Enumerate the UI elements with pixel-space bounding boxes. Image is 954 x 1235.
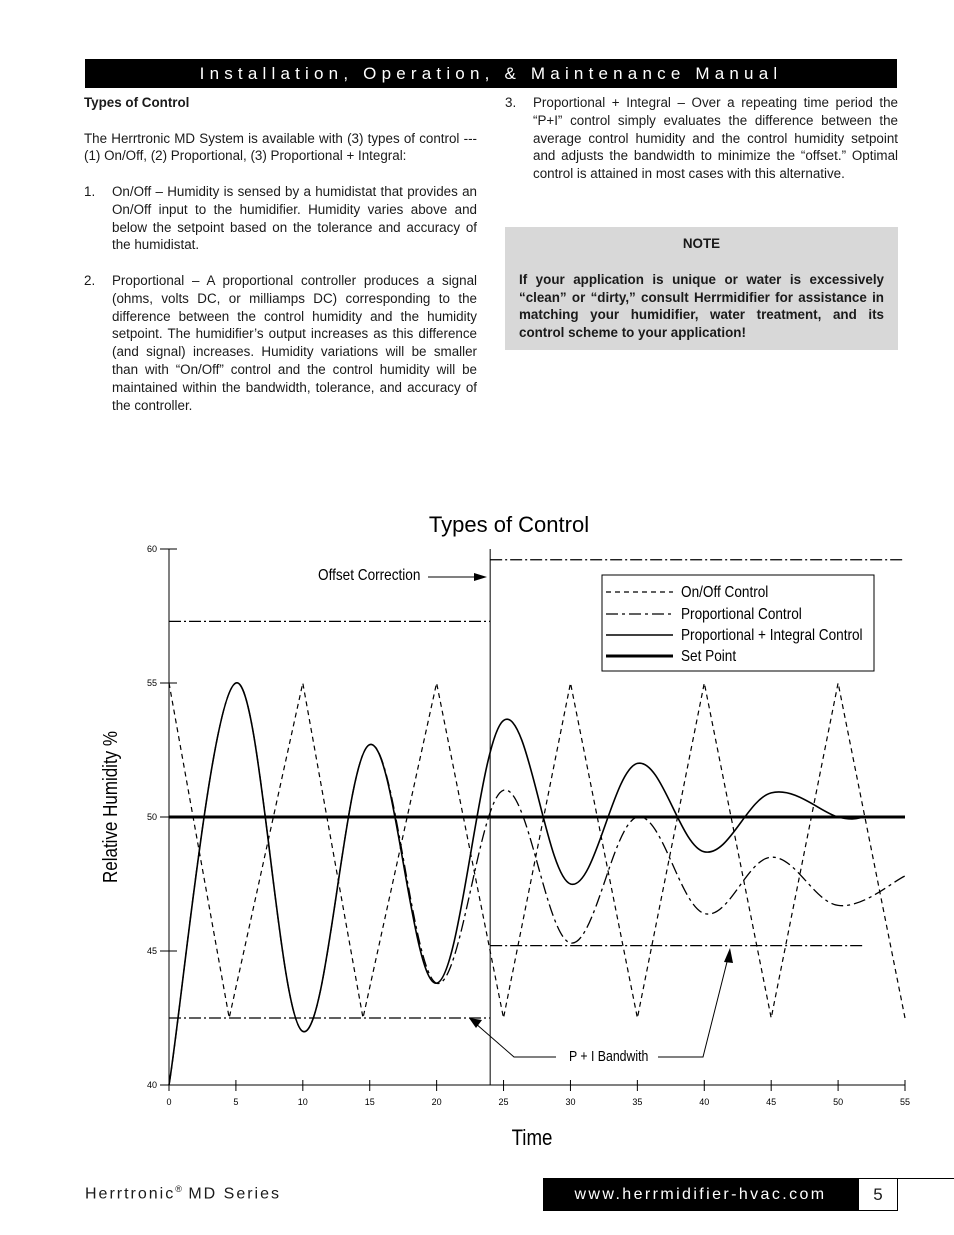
note-box	[505, 227, 898, 350]
x-tick-label: 45	[766, 1097, 777, 1107]
y-tick-label: 60	[146, 544, 157, 554]
list-number: 3.	[505, 95, 517, 110]
list-text: Proportional + Integral – Over a repeating time period the “P+I” control simply evaluates the difference between the average control humidity and the control humidity setpoint and adjusts the bandwidth to minimize the “offset.” Optimal control is attained in most cases with this alternative.	[533, 95, 898, 182]
footer-series-suffix: MD Series	[181, 1185, 281, 1203]
note-title: NOTE	[682, 236, 721, 251]
series-line-1	[169, 683, 905, 1018]
footer-series	[85, 1184, 281, 1203]
footer-website-bar	[543, 1178, 858, 1211]
section-heading: Types of Control	[84, 95, 190, 110]
legend-label: Proportional Control	[681, 606, 802, 624]
chart-title: Types of Control	[428, 512, 590, 537]
page-number: 5	[873, 1185, 883, 1204]
manual-title: Installation, Operation, & Maintenance Manual	[199, 64, 783, 83]
y-tick-label: 45	[146, 946, 157, 956]
list-text: On/Off – Humidity is sensed by a humidistat that provides an On/Off input to the humidifier. Humidity varies above and below the setpoint based on the tolerance and accuracy of the humidistat.	[112, 183, 477, 253]
pi-arrow-right-head	[724, 948, 733, 963]
intro-paragraph: The Herrtronic MD System is available with (3) types of control ---(1) On/Off, (2) Proportional, (3) Proportional + Integral:	[84, 130, 477, 164]
list-number: 1.	[84, 183, 96, 199]
offset-correction-label: Offset Correction	[318, 567, 421, 585]
pi-arrow-left-head	[469, 1018, 482, 1028]
x-tick-label: 15	[364, 1097, 375, 1107]
x-tick-label: 20	[431, 1097, 442, 1107]
legend-label: On/Off Control	[681, 584, 769, 602]
x-tick-label: 55	[899, 1097, 911, 1107]
series-line-2	[169, 683, 905, 1085]
x-tick-label: 50	[833, 1097, 844, 1107]
y-axis-label: Relative Humidity %	[98, 731, 122, 883]
y-tick-label: 50	[146, 812, 157, 822]
footer-brand: Herrtronic	[85, 1185, 176, 1203]
list-text: Proportional – A proportional controller produces a signal (ohms, volts DC, or milliamps DC) corresponding to the difference between the control humidity and the humidity setpoint. The humidifier’s output increases as this difference (and signal) increases. Humidity variations will be smaller than with “On/Off” control and the control humidity will be maintained within the bandwidth, tolerance, and accuracy of the controller.	[112, 272, 477, 413]
left-column	[84, 94, 477, 414]
x-tick-label: 35	[632, 1097, 643, 1107]
x-axis-label: Time	[511, 1126, 553, 1151]
list-number: 2.	[84, 272, 96, 288]
legend-label: Set Point	[681, 648, 737, 666]
offset-arrow-head	[474, 573, 487, 581]
footer-rule	[896, 1178, 954, 1179]
x-tick-label: 0	[166, 1097, 172, 1107]
manual-header-bar	[85, 59, 897, 88]
list-item	[505, 94, 898, 183]
registered-mark: ®	[175, 1184, 182, 1194]
list-item	[84, 183, 477, 254]
pi-bandwidth-label: P + I Bandwith	[569, 1047, 649, 1065]
x-tick-label: 5	[233, 1097, 239, 1107]
x-tick-label: 25	[498, 1097, 509, 1107]
website-url: www.herrmidifier-hvac.com	[574, 1186, 827, 1203]
pi-arrow-right-shaft	[658, 958, 728, 1057]
pi-arrow-left-shaft	[475, 1023, 556, 1057]
x-tick-label: 40	[699, 1097, 710, 1107]
y-tick-label: 55	[146, 678, 157, 688]
x-tick-label: 30	[565, 1097, 576, 1107]
series-line-3	[169, 683, 865, 1085]
list-item	[84, 272, 477, 414]
types-of-control-chart	[0, 490, 954, 1155]
note-body: If your application is unique or water is excessively “clean” or “dirty,” consult Herrmidifier for assistance in matching your humidifier, water treatment, and its control scheme to your application!	[519, 271, 884, 341]
page-number-box	[858, 1178, 898, 1211]
legend-label: Proportional + Integral Control	[681, 627, 863, 645]
x-tick-label: 10	[297, 1097, 308, 1107]
right-column	[505, 94, 898, 183]
y-tick-label: 40	[146, 1080, 157, 1090]
